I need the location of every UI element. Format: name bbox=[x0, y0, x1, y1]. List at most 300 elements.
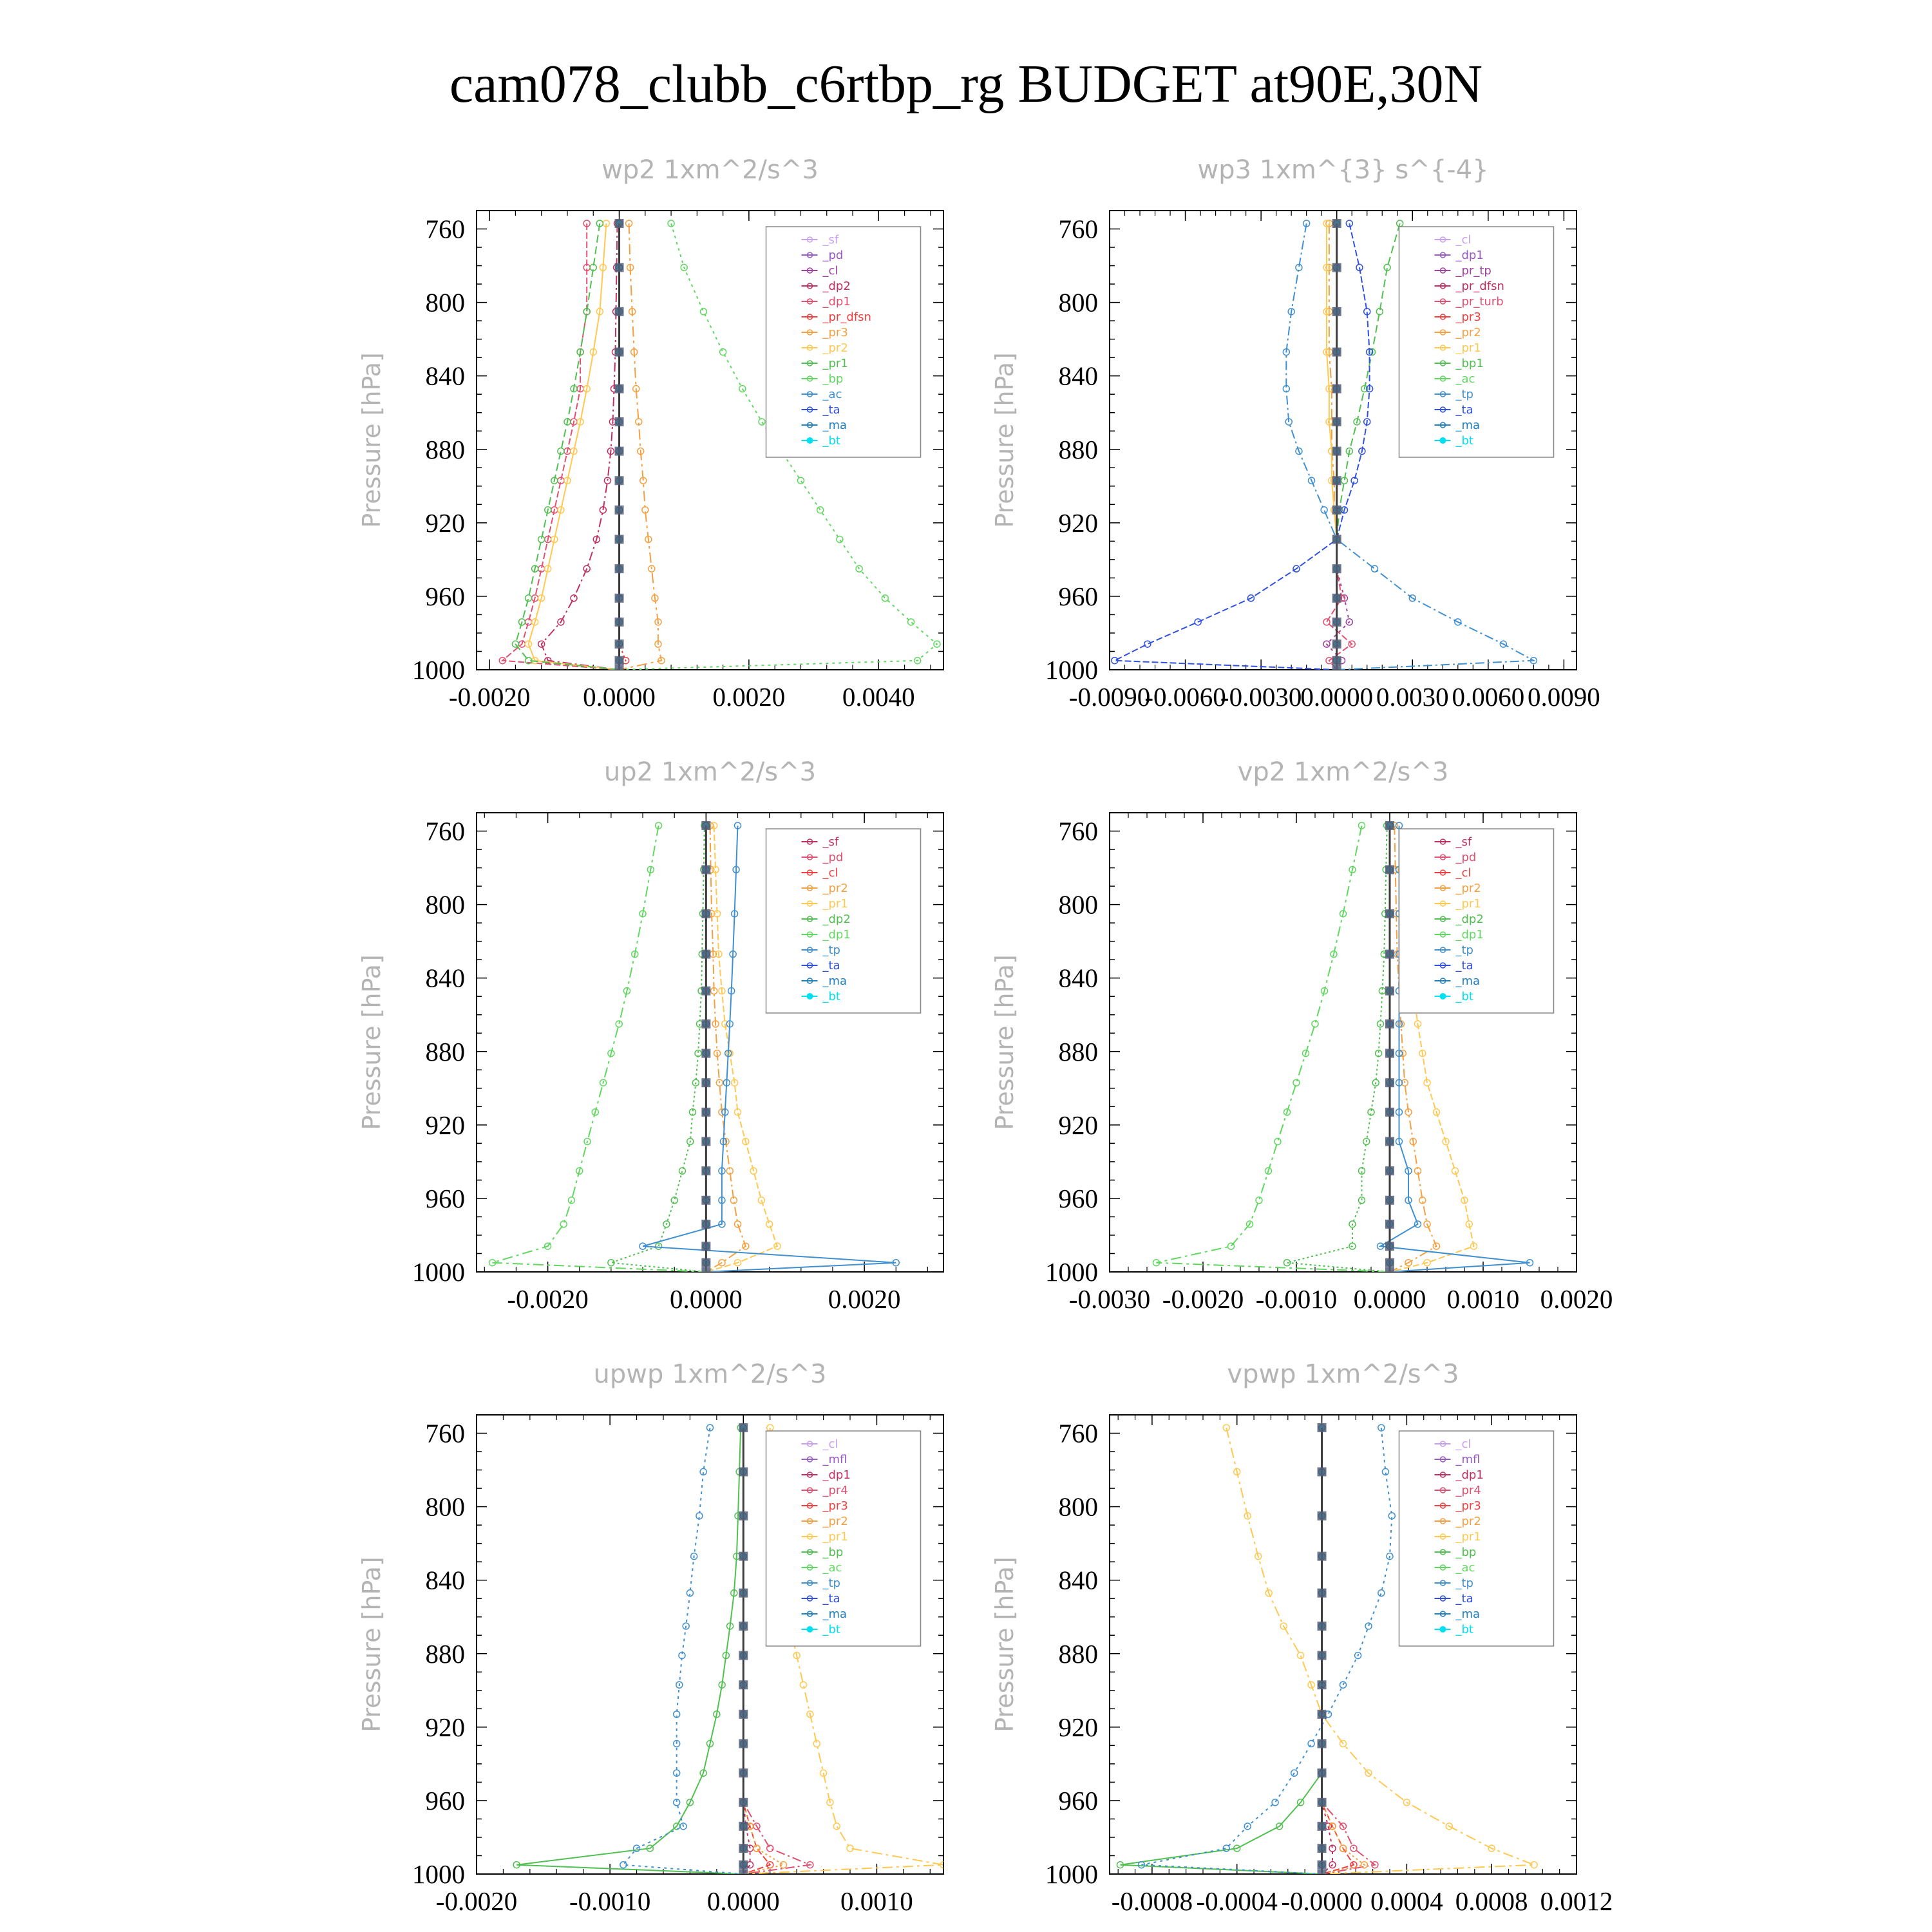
data-point bbox=[1274, 1139, 1281, 1145]
y-axis-label: Pressure [hPa] bbox=[357, 1557, 386, 1732]
zero-marker bbox=[739, 1423, 748, 1432]
zero-marker bbox=[1318, 1861, 1327, 1870]
y-tick-label: 840 bbox=[425, 1565, 465, 1595]
legend-label: _bt bbox=[822, 434, 840, 448]
legend-label: _ac bbox=[822, 388, 842, 401]
legend-label: _dp2 bbox=[822, 279, 851, 293]
zero-marker bbox=[739, 1739, 748, 1748]
y-tick-label: 920 bbox=[1058, 1110, 1098, 1140]
legend-marker bbox=[807, 1626, 813, 1633]
legend-label: _cl bbox=[1455, 1437, 1472, 1451]
zero-marker bbox=[615, 594, 624, 603]
y-tick-label: 920 bbox=[1058, 1712, 1098, 1742]
zero-marker bbox=[701, 909, 710, 918]
series-line-pr3 bbox=[620, 223, 662, 670]
y-tick-label: 880 bbox=[425, 1638, 465, 1669]
x-tick-label: -0.0010 bbox=[1255, 1284, 1338, 1314]
series-line-dp2 bbox=[611, 826, 706, 1272]
legend-label: _pr1 bbox=[822, 357, 848, 370]
zero-marker bbox=[739, 1622, 748, 1631]
x-tick-label: -0.0004 bbox=[1196, 1886, 1278, 1916]
legend-label: _pr1 bbox=[822, 897, 848, 911]
y-tick-label: 960 bbox=[1058, 581, 1098, 611]
zero-marker bbox=[701, 865, 710, 874]
zero-marker bbox=[739, 1822, 748, 1831]
x-tick-label: 0.0020 bbox=[1540, 1284, 1613, 1314]
zero-marker bbox=[701, 1019, 710, 1028]
data-point bbox=[1144, 641, 1151, 647]
zero-marker bbox=[615, 564, 624, 573]
zero-marker bbox=[1332, 656, 1341, 665]
zero-marker bbox=[739, 1844, 748, 1853]
y-axis-label: Pressure [hPa] bbox=[990, 954, 1019, 1130]
x-tick-label: -0.0020 bbox=[435, 1886, 518, 1916]
series-line-pr4 bbox=[1322, 1428, 1375, 1874]
data-point bbox=[1228, 1243, 1235, 1249]
zero-marker bbox=[739, 1467, 748, 1476]
y-tick-label: 920 bbox=[425, 1712, 465, 1742]
panel-title: wp3 1xm^{3} s^{-4} bbox=[1197, 155, 1489, 185]
zero-marker bbox=[1318, 1798, 1327, 1807]
legend-label: _pr4 bbox=[822, 1484, 848, 1497]
data-point bbox=[1323, 619, 1330, 625]
x-tick-label: 0.0040 bbox=[842, 682, 915, 712]
legend-label: _pr1 bbox=[822, 1530, 848, 1544]
legend-label: _pr3 bbox=[1455, 310, 1481, 324]
zero-marker bbox=[615, 535, 624, 544]
legend-label: _pr1 bbox=[1455, 341, 1481, 355]
series-line-pr1 bbox=[515, 223, 619, 670]
legend-label: _ac bbox=[1455, 1561, 1475, 1575]
zero-marker bbox=[615, 656, 624, 665]
y-tick-label: 800 bbox=[425, 1492, 465, 1522]
zero-marker bbox=[615, 618, 624, 627]
y-tick-label: 960 bbox=[425, 1785, 465, 1815]
legend-label: _pd bbox=[822, 249, 844, 262]
zero-marker bbox=[1318, 1844, 1327, 1853]
legend-label: _sf bbox=[822, 835, 839, 849]
legend-label: _pr1 bbox=[1455, 897, 1481, 911]
y-tick-label: 960 bbox=[1058, 1183, 1098, 1213]
zero-marker bbox=[1332, 219, 1341, 228]
legend-label: _pd bbox=[1455, 851, 1477, 864]
x-tick-label: -0.0010 bbox=[569, 1886, 651, 1916]
legend-label: _ac bbox=[822, 1561, 842, 1575]
legend-label: _ta bbox=[822, 403, 840, 417]
data-point bbox=[759, 419, 765, 425]
y-tick-label: 760 bbox=[425, 1418, 465, 1448]
series-line-bp bbox=[1121, 1428, 1322, 1874]
legend-label: _ac bbox=[1455, 372, 1475, 386]
x-tick-label: -0.0000 bbox=[1281, 1886, 1363, 1916]
series-line-pr2 bbox=[706, 826, 745, 1272]
x-tick-label: 0.0000 bbox=[1300, 682, 1374, 712]
legend-label: _pr2 bbox=[1455, 1515, 1481, 1528]
legend-label: _tp bbox=[822, 943, 840, 957]
legend-label: _mfl bbox=[1455, 1453, 1481, 1466]
zero-marker bbox=[1385, 821, 1394, 830]
legend-label: _pr2 bbox=[822, 341, 848, 355]
legend-label: _bp1 bbox=[1455, 357, 1484, 370]
zero-marker bbox=[701, 950, 710, 959]
legend-label: _dp1 bbox=[1455, 249, 1484, 262]
legend-label: _dp1 bbox=[1455, 1468, 1484, 1482]
legend-label: _tp bbox=[1455, 388, 1473, 401]
data-point bbox=[797, 477, 804, 484]
y-tick-label: 840 bbox=[425, 361, 465, 391]
zero-marker bbox=[1385, 1196, 1394, 1205]
y-axis-label: Pressure [hPa] bbox=[990, 1557, 1019, 1732]
legend-label: _bt bbox=[822, 990, 840, 1003]
legend-label: _bp bbox=[1455, 1546, 1477, 1559]
data-point bbox=[568, 1197, 574, 1204]
data-point bbox=[882, 595, 888, 601]
series-line-pr2 bbox=[1322, 1428, 1365, 1874]
legend-label: _pr2 bbox=[1455, 326, 1481, 339]
data-point bbox=[817, 507, 824, 513]
y-tick-label: 840 bbox=[1058, 361, 1098, 391]
zero-marker bbox=[1332, 384, 1341, 393]
legend-label: _pr_turb bbox=[1455, 295, 1504, 308]
zero-marker bbox=[1385, 909, 1394, 918]
y-tick-label: 840 bbox=[1058, 963, 1098, 993]
data-point bbox=[1298, 1653, 1304, 1659]
zero-marker bbox=[615, 506, 624, 515]
legend-label: _bt bbox=[1455, 434, 1473, 448]
zero-marker bbox=[701, 1078, 710, 1087]
y-tick-label: 1000 bbox=[412, 1257, 465, 1287]
zero-marker bbox=[1385, 1220, 1394, 1229]
x-tick-label: 0.0090 bbox=[1528, 682, 1600, 712]
legend-label: _ta bbox=[1455, 403, 1473, 417]
x-tick-label: 0.0010 bbox=[1446, 1284, 1520, 1314]
y-tick-label: 840 bbox=[425, 963, 465, 993]
legend-label: _pr_dfsn bbox=[822, 310, 871, 324]
data-point bbox=[766, 1221, 773, 1227]
y-tick-label: 1000 bbox=[1045, 655, 1098, 685]
y-tick-label: 960 bbox=[425, 1183, 465, 1213]
data-point bbox=[753, 1845, 760, 1852]
legend-label: _tp bbox=[822, 1577, 840, 1590]
zero-marker bbox=[739, 1798, 748, 1807]
zero-marker bbox=[701, 1267, 710, 1276]
y-tick-label: 920 bbox=[1058, 507, 1098, 538]
y-tick-label: 1000 bbox=[412, 1859, 465, 1889]
chart-panel-5 bbox=[990, 1359, 1613, 1916]
legend-label: _dp1 bbox=[822, 1468, 851, 1482]
legend-label: _cl bbox=[1455, 866, 1472, 880]
legend-label: _pr3 bbox=[822, 326, 848, 339]
y-tick-label: 800 bbox=[1058, 889, 1098, 920]
y-tick-label: 880 bbox=[1058, 1036, 1098, 1066]
zero-marker bbox=[739, 1511, 748, 1520]
x-tick-label: 0.0008 bbox=[1455, 1886, 1528, 1916]
zero-marker bbox=[739, 1680, 748, 1689]
data-point bbox=[1272, 1799, 1278, 1806]
series-line-bp1 bbox=[1337, 223, 1400, 670]
legend-label: _cl bbox=[822, 866, 838, 880]
legend-marker bbox=[1440, 1626, 1446, 1633]
x-tick-label: -0.0030 bbox=[1220, 682, 1302, 712]
x-tick-label: 0.0000 bbox=[1353, 1284, 1426, 1314]
legend-label: _ma bbox=[822, 974, 848, 988]
zero-marker bbox=[1332, 263, 1341, 272]
legend-label: _bp bbox=[822, 1546, 844, 1559]
x-tick-label: 0.0010 bbox=[840, 1886, 913, 1916]
data-point bbox=[1321, 507, 1327, 513]
x-tick-label: 0.0030 bbox=[1376, 682, 1449, 712]
y-tick-label: 800 bbox=[1058, 1492, 1098, 1522]
zero-marker bbox=[1318, 1552, 1327, 1561]
page-title: cam078_clubb_c6rtbp_rg BUDGET at90E,30N bbox=[449, 54, 1483, 114]
series-line-dp2 bbox=[1287, 826, 1390, 1272]
legend-label: _pr_dfsn bbox=[1455, 279, 1504, 293]
legend-label: _pr1 bbox=[1455, 1530, 1481, 1544]
y-tick-label: 880 bbox=[425, 434, 465, 464]
legend-label: _ma bbox=[822, 419, 848, 432]
x-tick-label: -0.0020 bbox=[1162, 1284, 1244, 1314]
data-point bbox=[1284, 1260, 1291, 1266]
zero-marker bbox=[615, 447, 624, 456]
data-point bbox=[1365, 1623, 1372, 1629]
series-line-dp2 bbox=[542, 223, 620, 670]
legend-label: _ta bbox=[822, 1592, 840, 1605]
series-line-pr2 bbox=[529, 223, 620, 670]
x-tick-label: -0.0060 bbox=[1144, 682, 1226, 712]
x-tick-label: 0.0004 bbox=[1370, 1886, 1443, 1916]
zero-marker bbox=[1332, 665, 1341, 674]
chart-panel-0 bbox=[357, 155, 943, 712]
x-tick-label: -0.0020 bbox=[448, 682, 531, 712]
zero-marker bbox=[615, 307, 624, 316]
data-point bbox=[1371, 565, 1378, 572]
data-point bbox=[1256, 1197, 1262, 1204]
zero-marker bbox=[701, 821, 710, 830]
y-tick-label: 1000 bbox=[1045, 1257, 1098, 1287]
legend-marker bbox=[1440, 437, 1446, 444]
legend-marker bbox=[1440, 993, 1446, 999]
zero-marker bbox=[615, 384, 624, 393]
y-tick-label: 800 bbox=[425, 889, 465, 920]
legend-label: _pr3 bbox=[822, 1499, 848, 1513]
series-line-pr2 bbox=[1329, 223, 1337, 670]
series-line-tp bbox=[623, 1428, 743, 1874]
zero-marker bbox=[1318, 1423, 1327, 1432]
zero-marker bbox=[739, 1710, 748, 1719]
legend-label: _ma bbox=[1455, 419, 1481, 432]
zero-marker bbox=[1385, 950, 1394, 959]
chart-panel-1 bbox=[990, 155, 1600, 712]
panel-title: vpwp 1xm^2/s^3 bbox=[1227, 1359, 1459, 1389]
legend-label: _sf bbox=[822, 233, 839, 247]
panel-title: wp2 1xm^2/s^3 bbox=[601, 155, 819, 185]
zero-marker bbox=[1318, 1739, 1327, 1748]
data-point bbox=[720, 349, 726, 355]
legend-label: _pr2 bbox=[1455, 882, 1481, 895]
y-tick-label: 760 bbox=[1058, 1418, 1098, 1448]
zero-marker bbox=[1332, 348, 1341, 357]
y-tick-label: 760 bbox=[1058, 214, 1098, 244]
zero-marker bbox=[1318, 1680, 1327, 1689]
zero-marker bbox=[739, 1870, 748, 1879]
zero-marker bbox=[1385, 1078, 1394, 1087]
zero-marker bbox=[1385, 1267, 1394, 1276]
legend-label: _pr3 bbox=[1455, 1499, 1481, 1513]
zero-marker bbox=[1385, 1019, 1394, 1028]
legend-label: _bt bbox=[1455, 1623, 1473, 1636]
zero-marker bbox=[1318, 1768, 1327, 1777]
y-tick-label: 760 bbox=[425, 214, 465, 244]
zero-marker bbox=[1385, 1137, 1394, 1146]
zero-marker bbox=[1318, 1822, 1327, 1831]
zero-marker bbox=[1318, 1651, 1327, 1660]
chart-panel-4 bbox=[357, 1359, 947, 1916]
series-line-bp bbox=[516, 1428, 743, 1874]
legend-marker bbox=[807, 437, 813, 444]
y-axis-label: Pressure [hPa] bbox=[990, 352, 1019, 528]
zero-marker bbox=[1385, 987, 1394, 996]
y-tick-label: 960 bbox=[425, 581, 465, 611]
zero-marker bbox=[1332, 447, 1341, 456]
data-point bbox=[837, 536, 843, 543]
zero-marker bbox=[1385, 1049, 1394, 1058]
zero-marker bbox=[615, 263, 624, 272]
zero-marker bbox=[1385, 865, 1394, 874]
x-tick-label: 0.0060 bbox=[1452, 682, 1525, 712]
zero-marker bbox=[701, 1108, 710, 1117]
legend-marker bbox=[807, 993, 813, 999]
legend-label: _dp2 bbox=[822, 913, 851, 926]
legend-label: _pr2 bbox=[822, 882, 848, 895]
x-tick-label: 0.0020 bbox=[828, 1284, 901, 1314]
legend-label: _tp bbox=[1455, 943, 1473, 957]
zero-marker bbox=[1332, 506, 1341, 515]
y-tick-label: 880 bbox=[1058, 434, 1098, 464]
legend-label: _dp1 bbox=[822, 928, 851, 942]
zero-marker bbox=[1318, 1622, 1327, 1631]
legend-label: _cl bbox=[822, 264, 838, 278]
x-tick-label: 0.0020 bbox=[712, 682, 786, 712]
y-tick-label: 840 bbox=[1058, 1565, 1098, 1595]
data-point bbox=[833, 1823, 840, 1830]
x-tick-label: -0.0008 bbox=[1111, 1886, 1193, 1916]
legend-label: _pr_tp bbox=[1455, 264, 1492, 278]
legend-label: _pr4 bbox=[1455, 1484, 1481, 1497]
legend-label: _cl bbox=[822, 1437, 838, 1451]
series-line-pr_tp bbox=[1327, 223, 1349, 670]
zero-marker bbox=[701, 1049, 710, 1058]
legend-label: _dp1 bbox=[822, 295, 851, 308]
zero-marker bbox=[1318, 1710, 1327, 1719]
series-line-dp1 bbox=[1157, 826, 1390, 1272]
zero-marker bbox=[739, 1651, 748, 1660]
panel-title: vp2 1xm^2/s^3 bbox=[1237, 757, 1449, 787]
legend-label: _sf bbox=[1455, 835, 1472, 849]
zero-marker bbox=[1332, 594, 1341, 603]
zero-marker bbox=[1385, 1258, 1394, 1267]
zero-marker bbox=[701, 1258, 710, 1267]
zero-marker bbox=[1332, 307, 1341, 316]
legend-label: _bp bbox=[822, 372, 844, 386]
legend-label: _ma bbox=[822, 1607, 848, 1621]
zero-marker bbox=[701, 987, 710, 996]
zero-marker bbox=[739, 1589, 748, 1598]
zero-marker bbox=[1332, 417, 1341, 426]
legend-label: _mfl bbox=[822, 1453, 848, 1466]
legend-label: _dp2 bbox=[1455, 913, 1484, 926]
zero-marker bbox=[701, 1220, 710, 1229]
zero-marker bbox=[615, 639, 624, 649]
legend-label: _pd bbox=[822, 851, 844, 864]
legend-label: _dp1 bbox=[1455, 928, 1484, 942]
zero-marker bbox=[615, 417, 624, 426]
x-tick-label: 0.0000 bbox=[706, 1886, 780, 1916]
zero-marker bbox=[1318, 1511, 1327, 1520]
series-line-tp bbox=[1141, 1428, 1392, 1874]
zero-marker bbox=[1332, 639, 1341, 649]
data-point bbox=[700, 308, 706, 315]
chart-panel-2 bbox=[357, 757, 943, 1314]
data-point bbox=[1293, 1079, 1300, 1086]
series-line-pr_turb bbox=[1327, 223, 1352, 670]
zero-marker bbox=[1332, 618, 1341, 627]
y-tick-label: 880 bbox=[1058, 1638, 1098, 1669]
legend-label: _ta bbox=[1455, 1592, 1473, 1605]
y-tick-label: 1000 bbox=[1045, 1859, 1098, 1889]
zero-marker bbox=[1385, 1108, 1394, 1117]
zero-marker bbox=[701, 1166, 710, 1175]
zero-marker bbox=[701, 1196, 710, 1205]
legend-label: _pr2 bbox=[822, 1515, 848, 1528]
zero-marker bbox=[615, 348, 624, 357]
zero-marker bbox=[1332, 564, 1341, 573]
zero-marker bbox=[701, 1242, 710, 1251]
zero-marker bbox=[615, 476, 624, 485]
y-tick-label: 760 bbox=[1058, 816, 1098, 846]
zero-marker bbox=[1318, 1870, 1327, 1879]
chart-panel-3 bbox=[990, 757, 1613, 1314]
zero-marker bbox=[739, 1552, 748, 1561]
panel-title: up2 1xm^2/s^3 bbox=[603, 757, 817, 787]
legend-label: _ta bbox=[822, 959, 840, 972]
zero-marker bbox=[1318, 1467, 1327, 1476]
data-point bbox=[560, 1221, 567, 1227]
legend-label: _bt bbox=[1455, 990, 1473, 1003]
legend-label: _ma bbox=[1455, 1607, 1481, 1621]
data-point bbox=[1378, 1590, 1385, 1596]
y-tick-label: 760 bbox=[425, 816, 465, 846]
zero-marker bbox=[701, 1137, 710, 1146]
legend-label: _tp bbox=[1455, 1577, 1473, 1590]
data-point bbox=[767, 1845, 773, 1852]
zero-marker bbox=[1332, 476, 1341, 485]
data-point bbox=[1452, 1168, 1459, 1174]
data-point bbox=[620, 1862, 627, 1868]
y-tick-label: 800 bbox=[425, 287, 465, 317]
x-tick-label: 0.0000 bbox=[583, 682, 656, 712]
zero-marker bbox=[739, 1861, 748, 1870]
x-tick-label: -0.0020 bbox=[507, 1284, 589, 1314]
series-line-pr3 bbox=[1322, 1428, 1354, 1874]
panel-title: upwp 1xm^2/s^3 bbox=[593, 1359, 827, 1389]
y-tick-label: 920 bbox=[425, 507, 465, 538]
zero-marker bbox=[1332, 535, 1341, 544]
y-tick-label: 800 bbox=[1058, 287, 1098, 317]
zero-marker bbox=[1385, 1166, 1394, 1175]
zero-marker bbox=[1385, 1242, 1394, 1251]
legend-label: _ma bbox=[1455, 974, 1481, 988]
x-tick-label: -0.0030 bbox=[1068, 1284, 1151, 1314]
